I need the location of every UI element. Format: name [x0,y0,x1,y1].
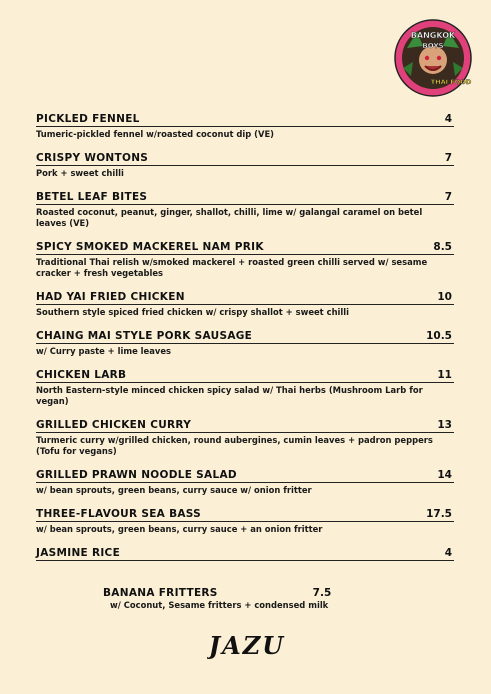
menu-item [36,191,454,229]
menu-list [36,113,454,573]
item-name: CHAING MAI STYLE PORK SAUSAGE [36,330,253,342]
svg-text:JAZU: JAZU [208,631,286,660]
item-description: Southern style spiced fried chicken w/ crispy shallot + sweet chilli [36,307,350,317]
item-price: 4 [444,113,452,125]
item-price: 13 [437,419,452,431]
item-price: 17.5 [426,508,452,520]
item-price: 10.5 [426,330,452,342]
item-price: 14 [437,469,452,481]
item-description: Traditional Thai relish w/smoked mackerel + roasted green chilli served w/ sesame cracker + fresh vegetables [36,257,428,278]
logo-badge-icon [393,18,473,98]
svg-text:BANGKOK: BANGKOK [410,31,456,40]
item-name: GRILLED CHICKEN CURRY [36,419,192,431]
item-name: CHICKEN LARB [36,369,127,381]
item-description: w/ bean sprouts, green beans, curry sauce w/ onion fritter [36,485,312,495]
menu-item [36,241,454,279]
item-name: BETEL LEAF BITES [36,191,148,203]
item-name: JASMINE RICE [36,547,121,559]
item-description: Roasted coconut, peanut, ginger, shallot, chilli, lime w/ galangal caramel on betel leaves (VE) [36,207,423,228]
item-name: SPICY SMOKED MACKEREL NAM PRIK [36,241,264,253]
item-description: w/ bean sprouts, green beans, curry sauce + an onion fritter [36,524,323,534]
item-price: 7 [444,191,452,203]
dessert-name: BANANA FRITTERS [103,587,218,599]
menu-item [36,469,454,496]
item-price: 11 [437,369,452,381]
menu-item [36,330,454,357]
item-description: w/ Curry paste + lime leaves [36,346,172,356]
item-price: 4 [444,547,452,559]
item-description: Turmeric curry w/grilled chicken, round aubergines, cumin leaves + padron peppers (Tofu for vegans) [36,435,433,456]
dessert-description: w/ Coconut, Sesame fritters + condensed milk [110,600,329,610]
item-name: PICKLED FENNEL [36,113,140,125]
item-name: HAD YAI FRIED CHICKEN [36,291,185,303]
item-name: GRILLED PRAWN NOODLE SALAD [36,469,237,481]
item-description: North Eastern-style minced chicken spicy salad w/ Thai herbs (Mushroom Larb for vegan) [36,385,423,406]
restaurant-logo [393,18,473,98]
item-price: 10 [437,291,452,303]
menu-item [36,291,454,318]
menu-item [36,369,454,407]
item-price: 8.5 [433,241,452,253]
svg-text:BOYS: BOYS [422,42,444,50]
item-description: Tumeric-pickled fennel w/roasted coconut dip (VE) [36,129,275,139]
signature [207,628,287,664]
menu-item [36,419,454,457]
menu-item [36,152,454,179]
item-description: Pork + sweet chilli [36,168,124,178]
menu-item [36,113,454,140]
item-price: 7 [444,152,452,164]
item-name: CRISPY WONTONS [36,152,149,164]
item-name: THREE-FLAVOUR SEA BASS [36,508,202,520]
dessert-item [103,587,383,611]
dessert-price: 7.5 [312,587,332,599]
menu-item [36,547,454,561]
menu-item [36,508,454,535]
signature-icon [207,628,287,664]
svg-text:THAI FOOD: THAI FOOD [430,78,472,86]
